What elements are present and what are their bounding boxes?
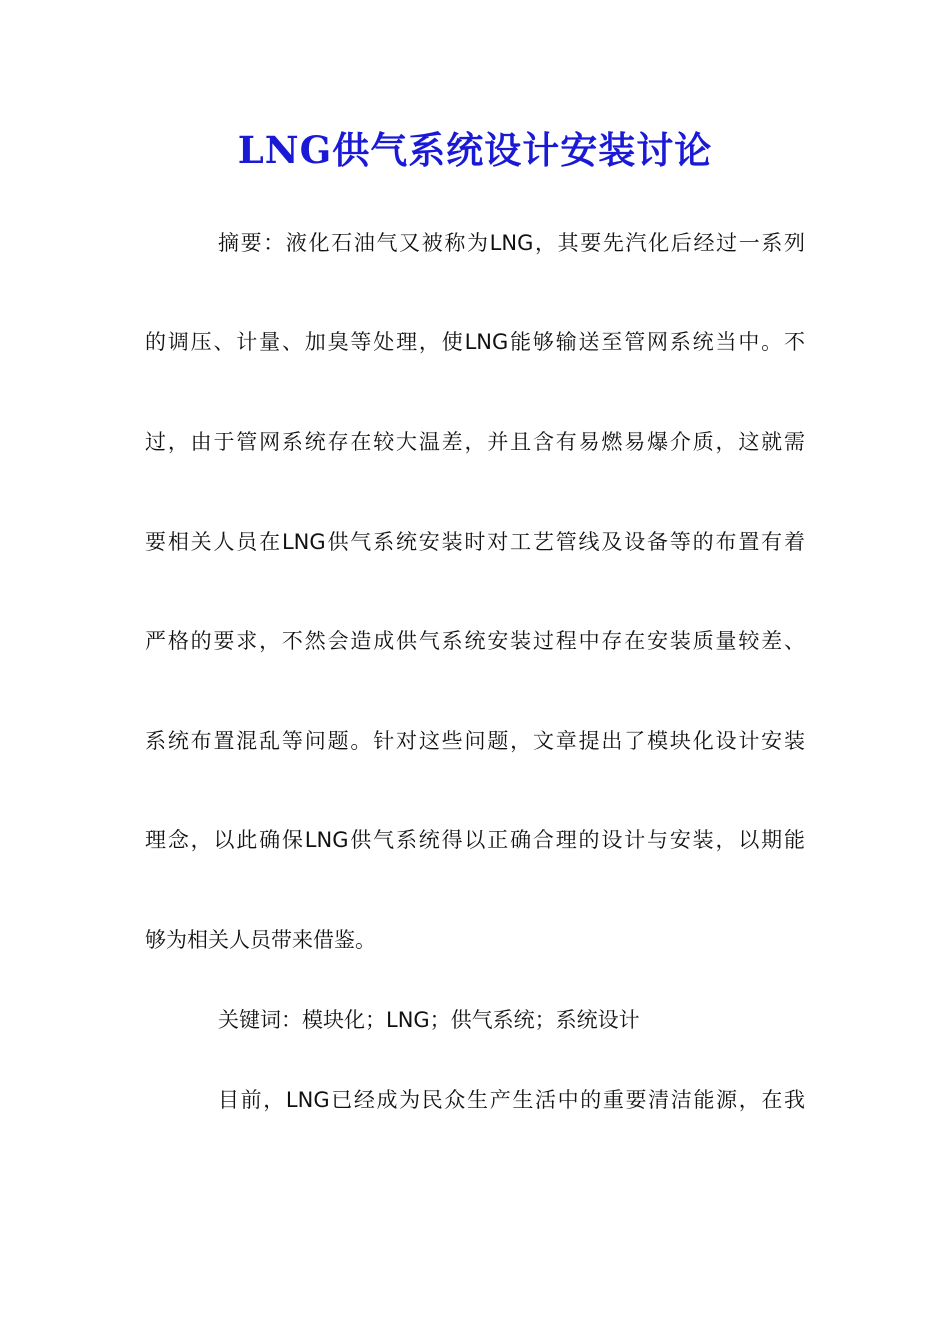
- abstract-line-3: 过，由于管网系统存在较大温差，并且含有易燃易爆介质，这就需: [145, 430, 805, 454]
- abstract-line-1: 摘要：液化石油气又被称为LNG，其要先汽化后经过一系列: [218, 231, 805, 255]
- keywords-line: 关键词：模块化；LNG；供气系统；系统设计: [218, 1008, 640, 1032]
- abstract-line-8: 够为相关人员带来借鉴。: [145, 928, 376, 952]
- abstract-line-6: 系统布置混乱等问题。针对这些问题，文章提出了模块化设计安装: [145, 729, 805, 753]
- abstract-line-5: 严格的要求，不然会造成供气系统安装过程中存在安装质量较差、: [145, 629, 805, 653]
- abstract-line-2: 的调压、计量、加臭等处理，使LNG能够输送至管网系统当中。不: [145, 330, 805, 354]
- body-line-1: 目前，LNG已经成为民众生产生活中的重要清洁能源，在我: [218, 1088, 805, 1112]
- document-title: LNG供气系统设计安装讨论: [237, 128, 713, 172]
- abstract-line-4: 要相关人员在LNG供气系统安装时对工艺管线及设备等的布置有着: [145, 530, 805, 554]
- abstract-line-7: 理念，以此确保LNG供气系统得以正确合理的设计与安装，以期能: [145, 828, 805, 852]
